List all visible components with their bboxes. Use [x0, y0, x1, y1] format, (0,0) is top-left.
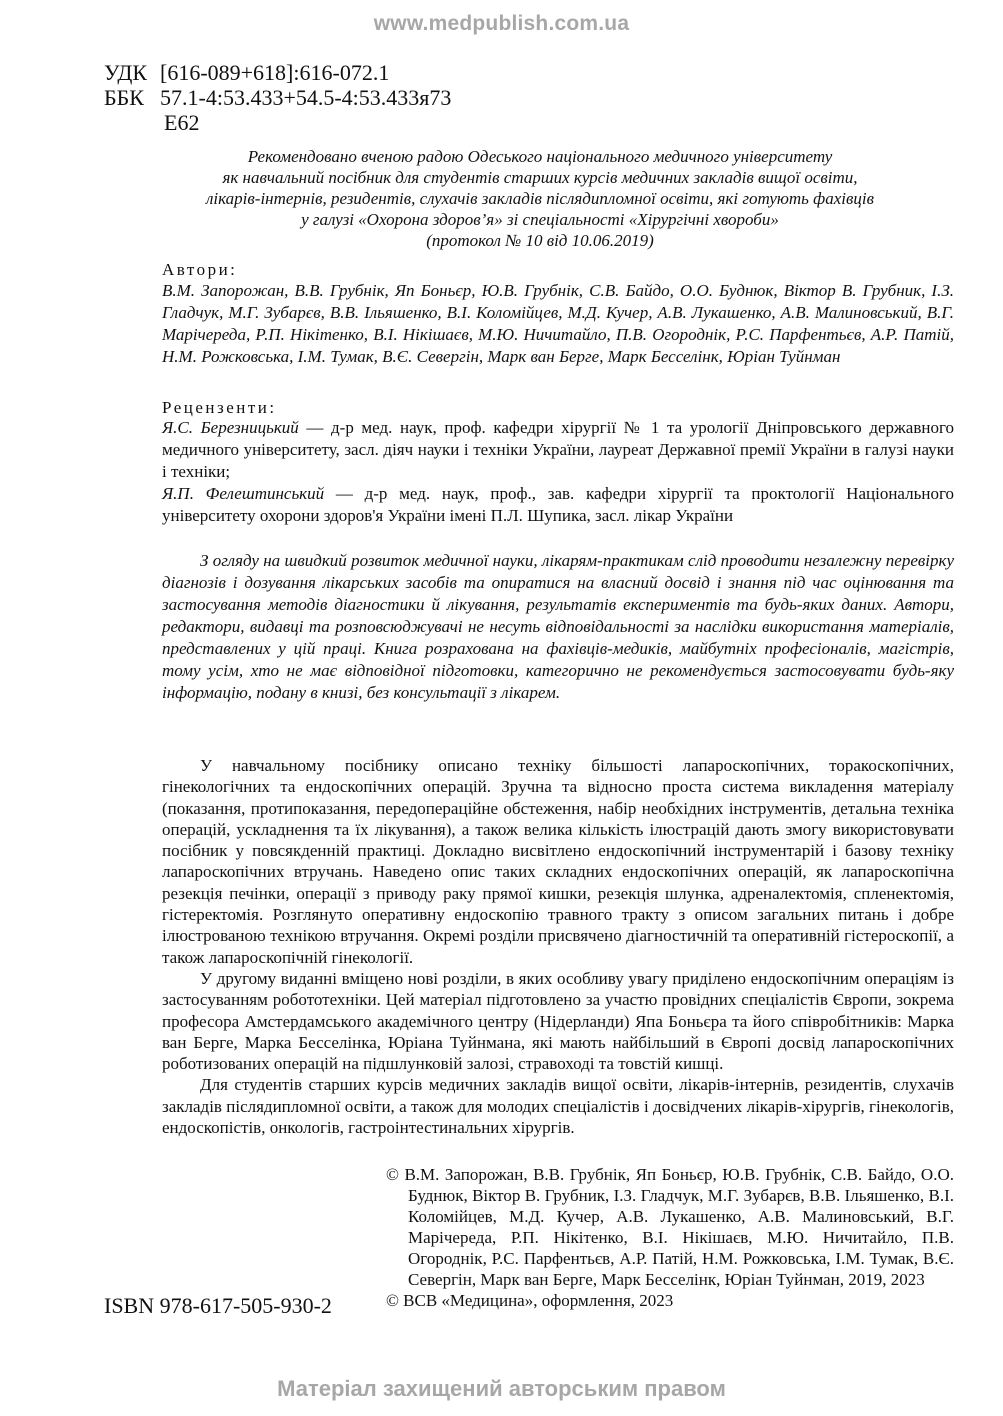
reviewer-entry: [162, 417, 954, 483]
recommendation-protocol: (протокол № 10 від 10.06.2019): [426, 231, 654, 250]
reviewers-heading: Рецензенти:: [162, 398, 277, 417]
udk-row: [104, 60, 451, 85]
annotation-paragraph: Для студентів старших курсів медичних закладів вищої освіти, лікарів-інтернів, резидентів, слухачів закладів післядипломної освіти, а також для молодих спеціалістів і досвідчених лікарів-хірургів, гінекологів, ендоскопістів, онкологів, гастроінтестинальних хірургів.: [162, 1075, 954, 1138]
copyright-block: [386, 1164, 954, 1311]
reviewer-details: — д-р мед. наук, проф. кафедри хірургії № 1 та урології Дніпровського державного медичного університету, засл. діяч науки і техніки України, лауреат Державної премії України в галузі науки і техніки;: [162, 418, 954, 481]
copyright-authors: © В.М. Запорожан, В.В. Грубнік, Яп Боньєр, Ю.В. Грубнік, С.В. Байдо, О.О. Буднюк, Віктор В. Грубник, І.З. Гладчук, М.Г. Зубарєв, В.В. Ільяшенко, В.І. Коломійцев, М.Д. Кучер, А.В. Лукашенко, А.В. Малиновський, В.Г. Марічереда, Р.П. Нікітенко, В.І. Нікішаєв, М.Ю. Ничитайло, П.В. Огороднік, Р.С. Парфентьєв, А.Р. Патій, Н.М. Рожковська, І.М. Тумак, В.Є. Севергін, Марк ван Берге, Марк Бесселінк, Юріан Туйнман, 2019, 2023: [386, 1165, 954, 1289]
bbk-row: [104, 85, 451, 110]
copyright-publisher: © ВСВ «Медицина», оформлення, 2023: [386, 1291, 674, 1310]
recommendation-line: як навчальний посібник для студентів старших курсів медичних закладів вищої освіти,: [222, 168, 858, 187]
udk-value: [616-089+618]:616-072.1: [160, 60, 390, 85]
bbk-value: 57.1-4:53.433+54.5-4:53.433я73: [160, 85, 452, 110]
reviewers-list: [162, 417, 954, 527]
watermark-top: www.medpublish.com.ua: [373, 12, 630, 35]
disclaimer-text: З огляду на швидкий розвиток медичної науки, лікарям-практикам слід проводити незалежну перевірку діагнозів і дозування лікарських засобів та опиратися на власний досвід і знання під час оцінювання та застосування методів діагностики й лікування, результатів експериментів та будь-яких даних. Автори, редактори, видавці та розповсюджувачі не несуть відповідальності за наслідки використання матеріалів, представлених у цій праці. Книга розрахована на фахівців-медиків, майбутніх професіоналів, магістрів, тому усім, хто не має відповідної підготовки, категорично не рекомендується застосовувати будь-яку інформацію, подану в книзі, без консультації з лікарем.: [162, 551, 954, 702]
reviewer-name: Я.П. Фелештинський: [162, 484, 325, 503]
annotation-paragraph: У другому виданні вміщено нові розділи, в яких особливу увагу приділено ендоскопічним операціям із застосуванням робототехніки. Цей матеріал підготовлено за участю провідних спеціалістів Європи, зокрема професора Амстердамського академічного центру (Нідерланди) Япа Боньєра та його співробітників: Марка ван Берге, Марка Бесселінка, Юріана Туйнмана, які мають найбільший в Європі досвід лапароскопічних роботизованих операцій на підшлунковій залозі, стравоході та товстій кишці.: [162, 968, 954, 1074]
annotation-block: [162, 755, 954, 1138]
annotation-paragraph: У навчальному посібнику описано техніку більшості лапароскопічних, торакоскопічних, гінекологічних та ендоскопічних операцій. Зручна та відносно проста система викладення матеріалу (показання, протипоказання, передопераційне обстеження, набір необхідних інструментів, детальна техніка операцій, ускладнення та їх лікування), а також велика кількість ілюстрацій дають змогу використовувати посібник у повсякденній практиці. Докладно висвітлено ендоскопічний інструментарій і базову техніку лапароскопічних втручань. Наведено опис таких складних ендоскопічних операцій, як лапароскопічна резекція печінки, операції з приводу раку прямої кишки, резекція шлунка, адреналектомія, спленектомія, гістеректомія. Розглянуто оперативну ендоскопію травного тракту з описом загальних питань і добре ілюстрованою технікою втручання. Окремі розділи присвячено діагностичній та оперативній гістероскопії, а також лапароскопічній гінекології.: [162, 756, 954, 967]
udk-label: УДК: [104, 60, 148, 85]
classification-block: [104, 60, 451, 135]
authors-list: В.М. Запорожан, В.В. Грубнік, Яп Боньєр, Ю.В. Грубнік, С.В. Байдо, О.О. Буднюк, Віктор В. Грубник, І.З. Гладчук, М.Г. Зубарєв, В.В. Ільяшенко, В.І. Коломійцев, М.Д. Кучер, А.В. Лукашенко, А.В. Малиновський, В.Г. Марічереда, Р.П. Нікітенко, В.І. Нікішаєв, М.Ю. Ничитайло, П.В. Огороднік, Р.С. Парфентьєв, А.Р. Патій, Н.М. Рожковська, І.М. Тумак, В.Є. Севергін, Марк ван Берге, Марк Бесселінк, Юріан Туйнман: [162, 281, 954, 366]
authors-heading: Автори:: [162, 260, 238, 279]
watermark-bottom: Матеріал захищений авторським правом: [277, 1376, 726, 1401]
author-mark: Е62: [164, 110, 200, 135]
isbn: ISBN 978-617-505-930-2: [104, 1293, 332, 1318]
reviewer-name: Я.С. Березницький: [162, 418, 299, 437]
reviewer-entry: [162, 483, 954, 527]
reviewer-details: — д-р мед. наук, проф., зав. кафедри хірургії та проктології Національного університету охорони здоров'я України імені П.Л. Шупика, засл. лікар України: [162, 484, 954, 525]
bbk-label: ББК: [104, 85, 144, 110]
recommendation-line: лікарів-інтернів, резидентів, слухачів закладів післядипломної освіти, які готують фахівців: [206, 189, 874, 208]
recommendation-line: Рекомендовано вченою радою Одеського національного медичного університету: [247, 147, 833, 166]
recommendation-line: у галузі «Охорона здоров’я» зі спеціальності «Хірургічні хвороби»: [301, 210, 779, 229]
recommendation-block: [160, 146, 920, 251]
